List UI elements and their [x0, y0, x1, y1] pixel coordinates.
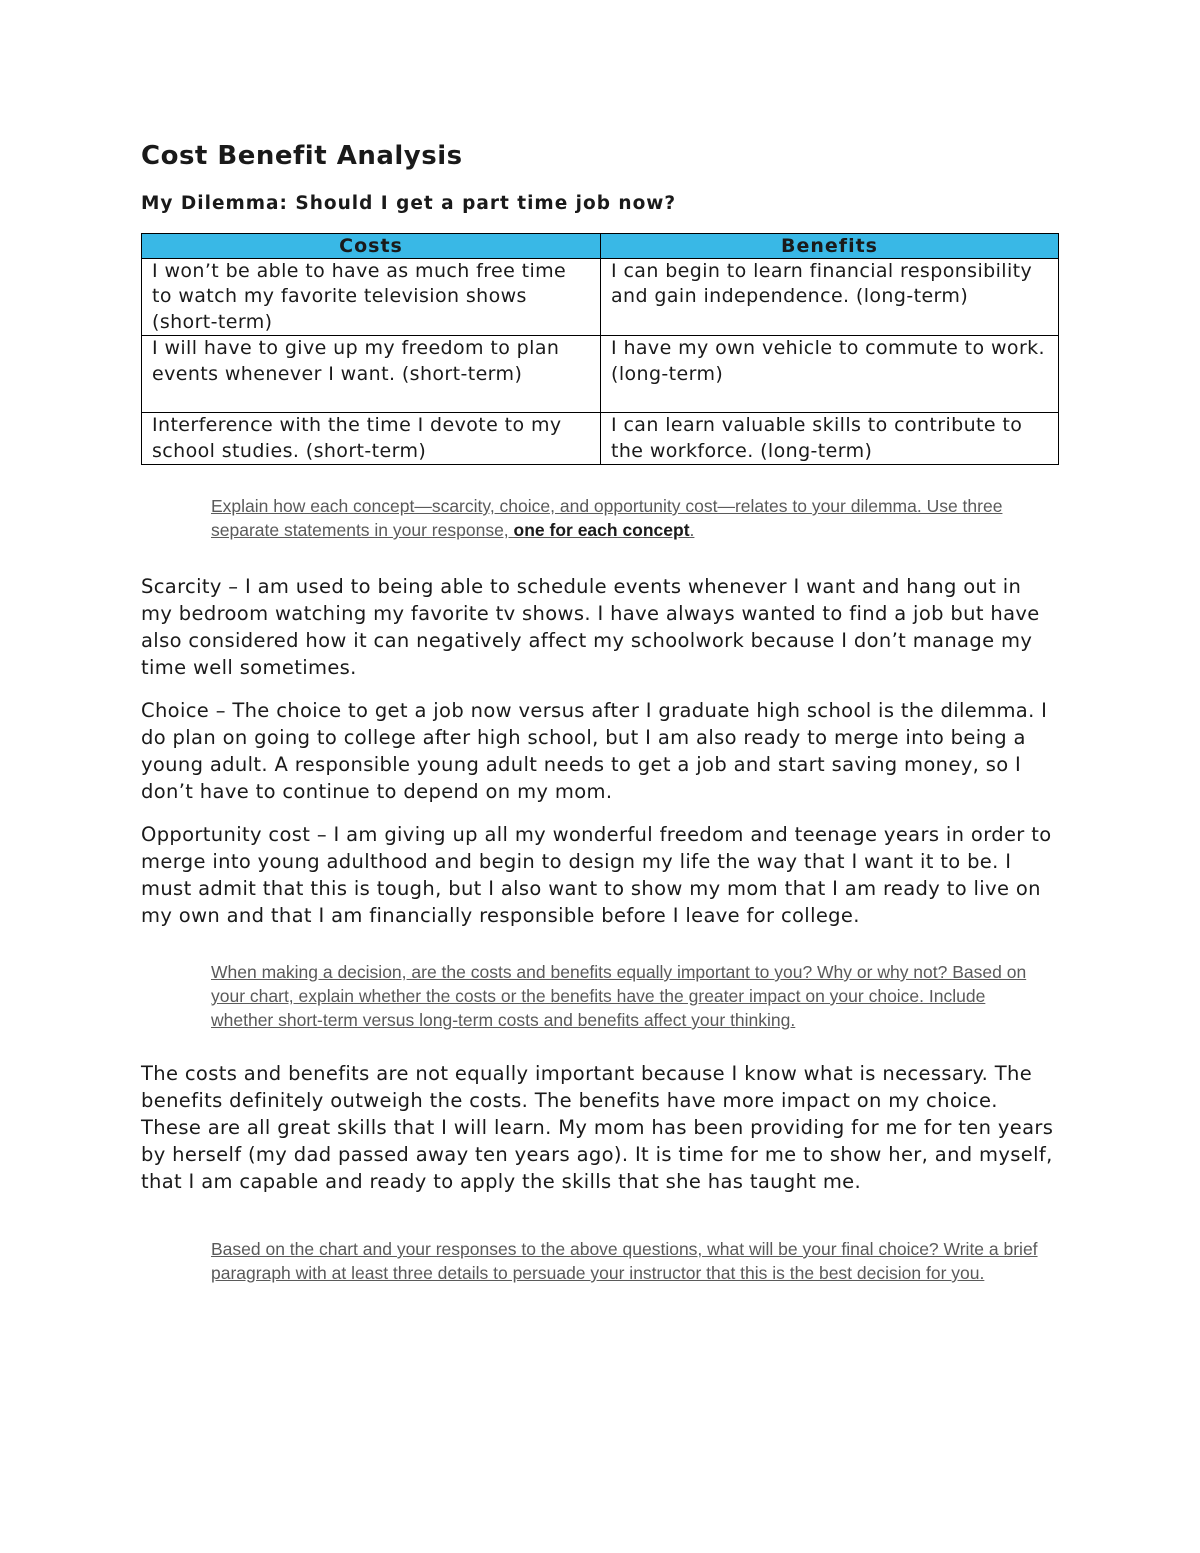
page-title: Cost Benefit Analysis: [141, 141, 463, 171]
table-row: [142, 259, 1059, 336]
cost-cell: I will have to give up my freedom to plan events whenever I want. (short-term): [142, 336, 601, 413]
opportunity-cost-paragraph: Opportunity cost – I am giving up all my wonderful freedom and teenage years in order to merge into young adulthood and begin to design my life the way that I want it to be. I must admit that this is tough, but I also want to show my mom that I am ready to live on my own and that I am financially responsible before I leave for college.: [141, 823, 1052, 928]
table-row: [142, 413, 1059, 465]
costs-header: Costs: [142, 234, 601, 259]
dilemma-heading: My Dilemma: Should I get a part time job now?: [141, 193, 677, 214]
prompt-costs-benefits: When making a decision, are the costs and benefits equally important to you? Why or why not? Based on your chart, explain whether the costs or the benefits have the greater impact on your choice. Include whether short-term versus long-term costs and benefits affect your thinking.: [211, 962, 1027, 1031]
prompt-concepts-end: .: [689, 520, 695, 541]
table-row: [142, 336, 1059, 413]
choice-paragraph: Choice – The choice to get a job now versus after I graduate high school is the dilemma. I do plan on going to college after high school, but I am also ready to merge into being a young adult. A responsible young adult needs to get a job and start saving money, so I don’t have to continue to depend on my mom.: [141, 699, 1048, 804]
cost-cell: Interference with the time I devote to my school studies. (short-term): [142, 413, 601, 465]
prompt-final-choice: Based on the chart and your responses to the above questions, what will be your final choice? Write a brief paragraph with at least three details to persuade your instructor that this is the best decision for you.: [211, 1239, 1038, 1284]
prompt-concepts: [211, 494, 1051, 542]
benefit-cell: I can learn valuable skills to contribute to the workforce. (long-term): [601, 413, 1059, 465]
scarcity-paragraph: Scarcity – I am used to being able to schedule events whenever I want and hang out in my bedroom watching my favorite tv shows. I have always wanted to find a job but have also considered how it can negatively affect my schoolwork because I don’t manage my time well sometimes.: [141, 575, 1040, 680]
cost-benefit-table: [141, 233, 1059, 465]
benefit-cell: I have my own vehicle to commute to work. (long-term): [601, 336, 1059, 413]
prompt-concepts-text: Explain how each concept—scarcity, choice, and opportunity cost—relates to your dilemma. Use three separate statements in your response,: [211, 496, 1003, 541]
table-header-row: [142, 234, 1059, 259]
costs-benefits-answer: The costs and benefits are not equally important because I know what is necessary. The benefits definitely outweigh the costs. The benefits have more impact on my choice. These are all great skills that I will learn. My mom has been providing for me for ten years by herself (my dad passed away ten years ago). It is time for me to show her, and myself, that I am capable and ready to apply the skills that she has taught me.: [141, 1062, 1054, 1194]
benefit-cell: I can begin to learn financial responsibility and gain independence. (long-term): [601, 259, 1059, 336]
benefits-header: Benefits: [601, 234, 1059, 259]
cost-cell: I won’t be able to have as much free time to watch my favorite television shows (short-term): [142, 259, 601, 336]
prompt-concepts-bold: one for each concept: [513, 520, 690, 541]
document-page: [141, 138, 1059, 1285]
